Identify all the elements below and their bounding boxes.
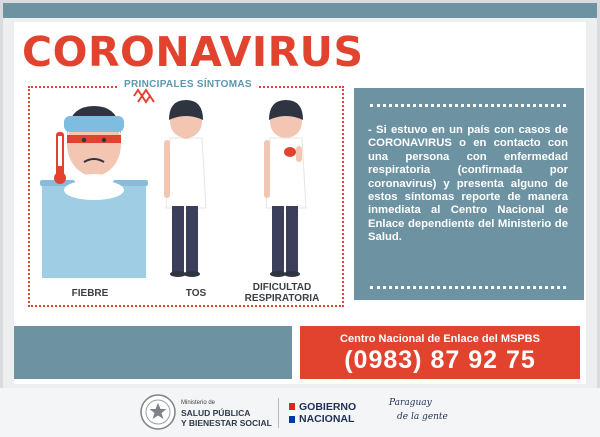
- ministry-prefix: Ministerio de: [181, 400, 216, 406]
- slogan-line2: de la gente: [397, 412, 448, 422]
- slogan-line1: Paraguay: [389, 398, 432, 408]
- symptom-label-breathing-line2: RESPIRATORIA: [244, 293, 320, 304]
- contact-strip-left: [14, 326, 292, 379]
- symptom-label-fever: FIEBRE: [71, 288, 109, 299]
- ministry-name-line2: Y BIENESTAR SOCIAL: [181, 418, 272, 428]
- contact-title: Centro Nacional de Enlace del MSPBS: [340, 333, 540, 345]
- page-title: CORONAVIRUS: [22, 28, 364, 76]
- symptom-label-cough: TOS: [185, 288, 207, 299]
- footer-divider: [278, 398, 279, 428]
- ministry-seal-icon: [140, 394, 176, 430]
- info-divider-top: [370, 104, 566, 107]
- symptom-label-breathing: [240, 282, 324, 304]
- gov-name-line2: NACIONAL: [299, 413, 355, 425]
- ministry-name-line1: SALUD PÚBLICA: [181, 408, 251, 418]
- cough-person-icon: [164, 100, 206, 277]
- symptom-label-breathing-line1: DIFICULTAD: [252, 282, 312, 293]
- info-divider-bottom: [370, 286, 566, 289]
- info-text: - Si estuvo en un país con casos de CORONAVIRUS o en contacto con una persona con enfermedad respiratoria (confirmada por coronavirus) y presenta alguno de estos síntomas reporte de manera inmediata al Centro Nacional de Enlace dependiente del Ministerio de Salud.: [368, 124, 568, 244]
- symptoms-illustration: [34, 88, 340, 284]
- contact-phone: (0983) 87 92 75: [344, 346, 536, 374]
- symptoms-subtitle: PRINCIPALES SÍNTOMAS: [118, 79, 258, 90]
- fever-person-icon: [40, 90, 154, 278]
- breathing-difficulty-person-icon: [264, 100, 306, 277]
- gov-name-line1: GOBIERNO: [299, 401, 357, 413]
- paraguay-flag-icon: [289, 403, 295, 423]
